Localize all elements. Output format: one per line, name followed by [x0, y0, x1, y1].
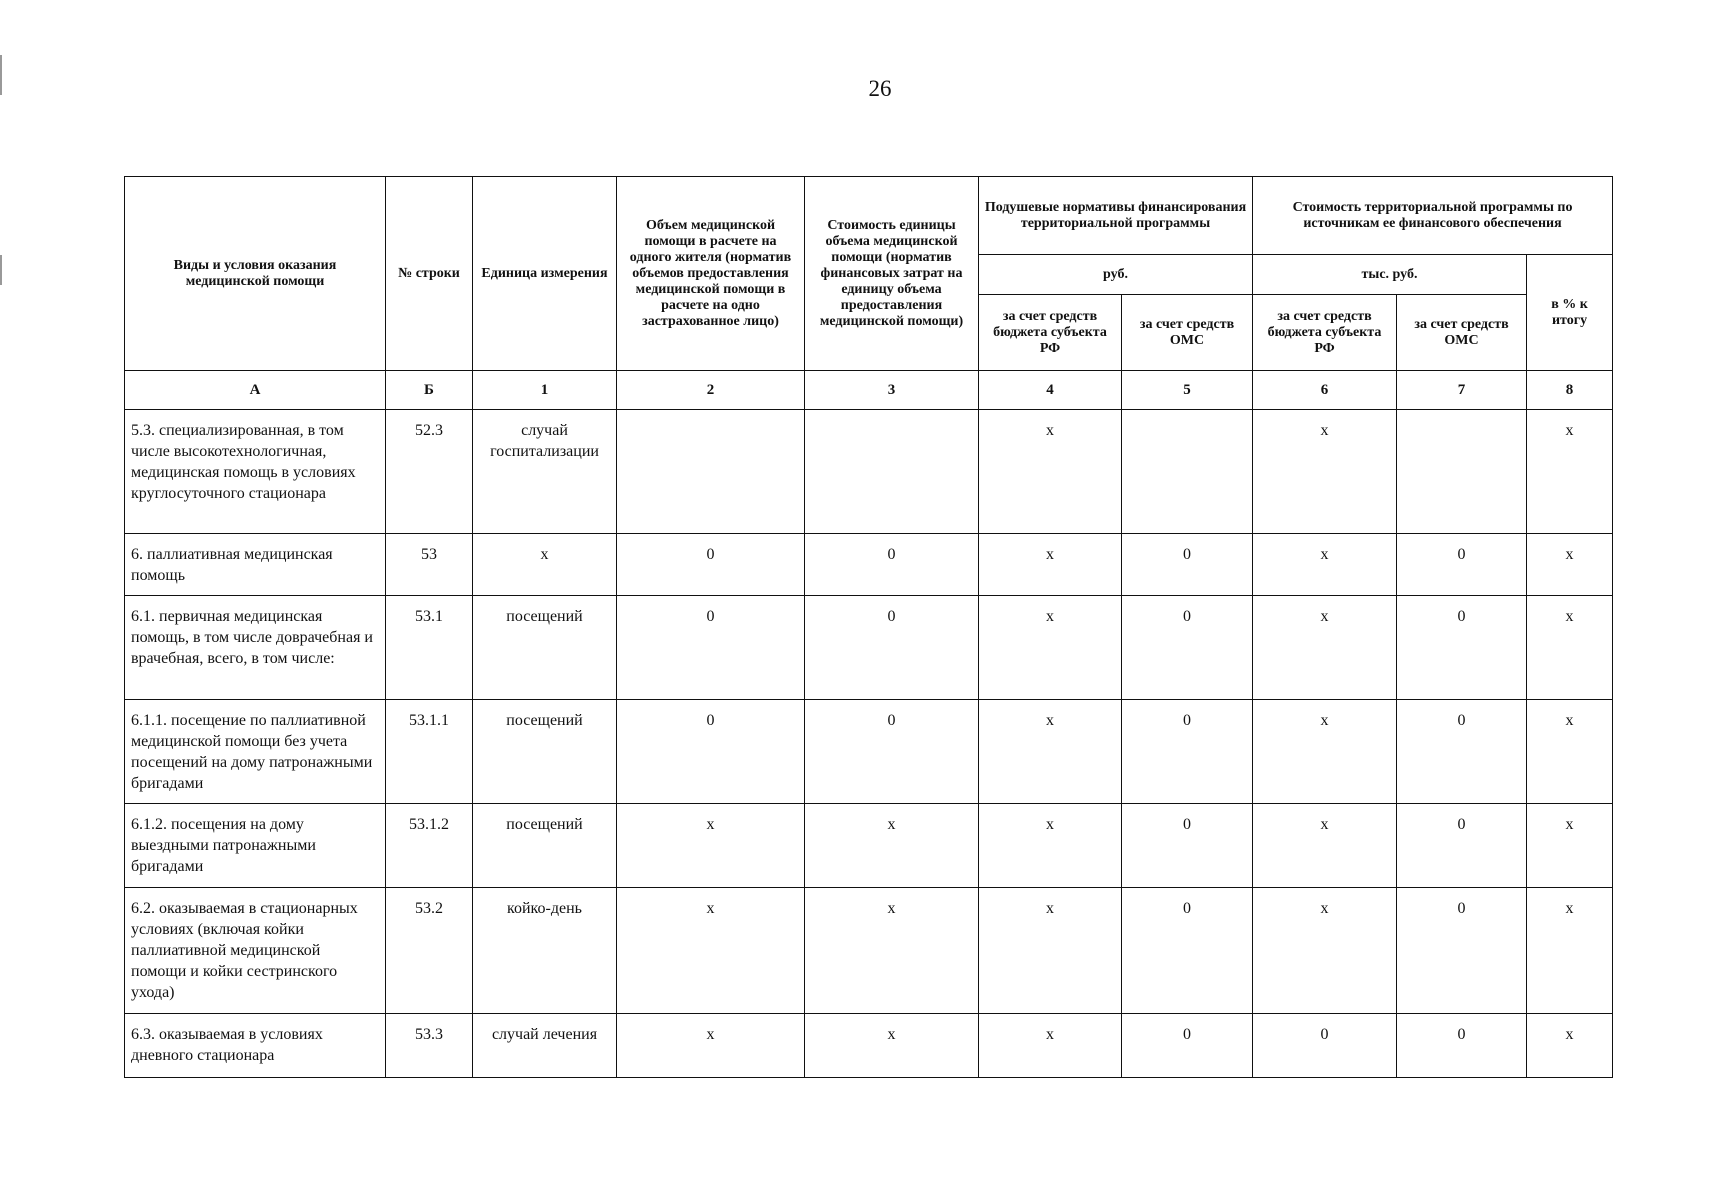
cell-budget-thousand: x — [1253, 596, 1397, 700]
row-unit: случай лечения — [473, 1014, 617, 1078]
index-cell: 7 — [1397, 371, 1527, 410]
cell-oms-rub: 0 — [1122, 534, 1253, 596]
cell-volume — [617, 410, 805, 534]
financing-table — [124, 176, 1613, 1078]
cell-oms-rub — [1122, 410, 1253, 534]
cell-budget-thousand: x — [1253, 700, 1397, 804]
row-number: 53.3 — [386, 1014, 473, 1078]
cell-oms-thousand — [1397, 410, 1527, 534]
cell-budget-rub: x — [979, 1014, 1122, 1078]
cell-unit-cost: 0 — [805, 596, 979, 700]
index-cell: 6 — [1253, 371, 1397, 410]
header-col-1: Единица измерения — [473, 177, 617, 371]
cell-budget-rub: x — [979, 888, 1122, 1014]
table-row — [125, 410, 1613, 534]
index-cell: А — [125, 371, 386, 410]
row-number: 53.1 — [386, 596, 473, 700]
cell-budget-rub: x — [979, 804, 1122, 888]
row-unit: койко-день — [473, 888, 617, 1014]
cell-percent: x — [1527, 888, 1613, 1014]
cell-oms-thousand: 0 — [1397, 596, 1527, 700]
cell-unit-cost: x — [805, 1014, 979, 1078]
row-unit: случай госпитализации — [473, 410, 617, 534]
index-cell: 1 — [473, 371, 617, 410]
cell-budget-rub: x — [979, 700, 1122, 804]
table-row — [125, 804, 1613, 888]
header-budget-subject-thousand: за счет средств бюджета субъекта РФ — [1253, 295, 1397, 371]
header-oms-thousand: за счет средств ОМС — [1397, 295, 1527, 371]
row-name: 6.1.1. посещение по паллиативной медицинской помощи без учета посещений на дому патронажными бригадами — [125, 700, 386, 804]
cell-unit-cost: x — [805, 888, 979, 1014]
row-number: 53.1.2 — [386, 804, 473, 888]
cell-oms-rub: 0 — [1122, 596, 1253, 700]
row-name: 6.2. оказываемая в стационарных условиях (включая койки паллиативной медицинской помощи и койки сестринского ухода) — [125, 888, 386, 1014]
margin-mark — [0, 255, 2, 285]
cell-budget-rub: x — [979, 596, 1122, 700]
cell-budget-thousand: x — [1253, 534, 1397, 596]
header-unit-rub: руб. — [979, 255, 1253, 295]
row-number: 52.3 — [386, 410, 473, 534]
cell-oms-rub: 0 — [1122, 1014, 1253, 1078]
cell-percent: x — [1527, 804, 1613, 888]
cell-budget-thousand: x — [1253, 804, 1397, 888]
cell-oms-thousand: 0 — [1397, 700, 1527, 804]
header-percent-total: в % к итогу — [1527, 255, 1613, 371]
index-cell: 4 — [979, 371, 1122, 410]
cell-percent: x — [1527, 534, 1613, 596]
header-oms-rub: за счет средств ОМС — [1122, 295, 1253, 371]
cell-volume: 0 — [617, 700, 805, 804]
cell-oms-thousand: 0 — [1397, 534, 1527, 596]
cell-budget-thousand: x — [1253, 888, 1397, 1014]
cell-volume: 0 — [617, 534, 805, 596]
cell-oms-rub: 0 — [1122, 804, 1253, 888]
row-name: 6.3. оказываемая в условиях дневного стационара — [125, 1014, 386, 1078]
cell-volume: x — [617, 1014, 805, 1078]
cell-budget-rub: x — [979, 534, 1122, 596]
row-number: 53 — [386, 534, 473, 596]
cell-budget-rub: x — [979, 410, 1122, 534]
header-col-a: Виды и условия оказания медицинской помощи — [125, 177, 386, 371]
header-group-per-capita: Подушевые нормативы финансирования территориальной программы — [979, 177, 1253, 255]
page-number: 26 — [868, 76, 892, 101]
cell-percent: x — [1527, 1014, 1613, 1078]
table-row — [125, 1014, 1613, 1078]
row-number: 53.1.1 — [386, 700, 473, 804]
cell-unit-cost: 0 — [805, 534, 979, 596]
cell-percent: x — [1527, 596, 1613, 700]
cell-volume: x — [617, 804, 805, 888]
row-unit: x — [473, 534, 617, 596]
row-name: 6.1.2. посещения на дому выездными патронажными бригадами — [125, 804, 386, 888]
row-name: 6. паллиативная медицинская помощь — [125, 534, 386, 596]
header-col-3: Стоимость единицы объема медицинской помощи (норматив финансовых затрат на единицу объема предоставления медицинской помощи) — [805, 177, 979, 371]
index-cell: 8 — [1527, 371, 1613, 410]
index-cell: 3 — [805, 371, 979, 410]
table-row — [125, 888, 1613, 1014]
header-unit-thousand-rub: тыс. руб. — [1253, 255, 1527, 295]
cell-unit-cost — [805, 410, 979, 534]
header-col-2: Объем медицинской помощи в расчете на одного жителя (норматив объемов предоставления медицинской помощи в расчете на одно застрахованное лицо) — [617, 177, 805, 371]
row-unit: посещений — [473, 596, 617, 700]
cell-percent: x — [1527, 700, 1613, 804]
header-budget-subject-rub: за счет средств бюджета субъекта РФ — [979, 295, 1122, 371]
index-cell: 5 — [1122, 371, 1253, 410]
cell-volume: x — [617, 888, 805, 1014]
row-unit: посещений — [473, 700, 617, 804]
row-name: 6.1. первичная медицинская помощь, в том числе доврачебная и врачебная, всего, в том числе: — [125, 596, 386, 700]
cell-percent: x — [1527, 410, 1613, 534]
table-row — [125, 534, 1613, 596]
cell-oms-thousand: 0 — [1397, 804, 1527, 888]
cell-oms-rub: 0 — [1122, 888, 1253, 1014]
cell-unit-cost: x — [805, 804, 979, 888]
row-name: 5.3. специализированная, в том числе высокотехнологичная, медицинская помощь в условиях круглосуточного стационара — [125, 410, 386, 534]
header-col-b: № строки — [386, 177, 473, 371]
cell-oms-rub: 0 — [1122, 700, 1253, 804]
cell-volume: 0 — [617, 596, 805, 700]
cell-oms-thousand: 0 — [1397, 888, 1527, 1014]
cell-budget-thousand: x — [1253, 410, 1397, 534]
table-row — [125, 596, 1613, 700]
cell-oms-thousand: 0 — [1397, 1014, 1527, 1078]
index-cell: 2 — [617, 371, 805, 410]
table-row — [125, 700, 1613, 804]
row-number: 53.2 — [386, 888, 473, 1014]
row-unit: посещений — [473, 804, 617, 888]
header-group-cost: Стоимость территориальной программы по источникам ее финансового обеспечения — [1253, 177, 1613, 255]
cell-unit-cost: 0 — [805, 700, 979, 804]
cell-budget-thousand: 0 — [1253, 1014, 1397, 1078]
index-cell: Б — [386, 371, 473, 410]
